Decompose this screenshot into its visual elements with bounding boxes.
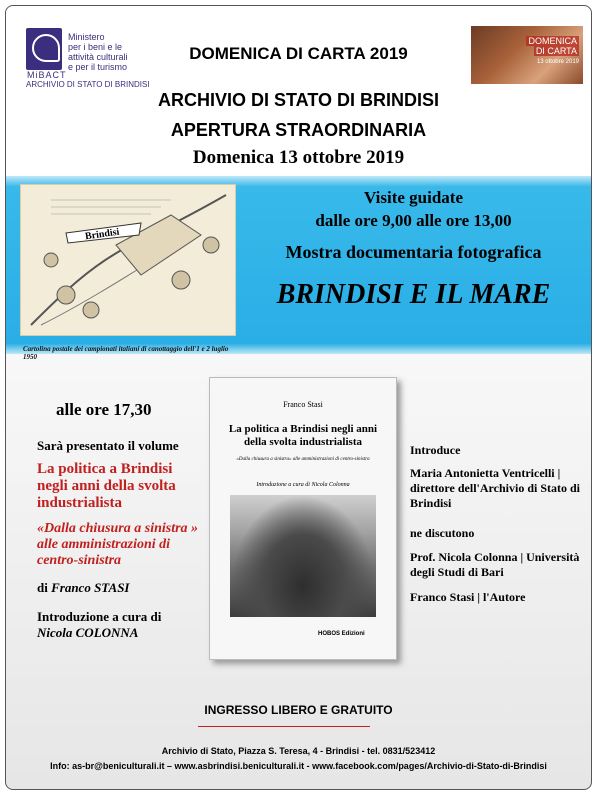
postcard-city-label: Brindisi	[84, 226, 121, 243]
discussant-1: Prof. Nicola Colonna | Università degli Studi di Bari	[410, 550, 580, 579]
introduction-label: Introduzione a cura di	[37, 609, 162, 624]
book-subtitle-line-2: alle amministrazioni di	[37, 537, 171, 552]
logo-label-2: DI CARTA	[535, 46, 577, 56]
cover-photo	[230, 495, 376, 617]
book-subtitle-line-3: centro-sinistra	[37, 553, 122, 568]
exhibition-title: BRINDISI E IL MARE	[276, 279, 551, 310]
info-line: Info: as-br@beniculturali.it – www.asbrindisi.beniculturali.it - www.facebook.com/pages/Archivio-di-Stato-di-Brindisi	[50, 761, 547, 771]
admission-text: INGRESSO LIBERO E GRATUITO	[204, 703, 393, 717]
postcard-map-icon	[21, 185, 235, 335]
footer-divider	[198, 726, 370, 727]
ministry-line-2: per i beni e le	[68, 42, 123, 52]
institution-title: ARCHIVIO DI STATO DI BRINDISI	[157, 90, 439, 110]
introducer: Maria Antonietta Ventricelli | direttore dell'Archivio di Stato di Brindisi	[410, 466, 580, 510]
book-subtitle	[37, 521, 227, 569]
book-title-line-1: La politica a Brindisi	[37, 461, 173, 477]
cover-title	[210, 423, 396, 449]
presentation-intro: Sarà presentato il volume	[37, 438, 179, 453]
mibact-acronym: MiBACT	[27, 70, 67, 80]
book-title	[37, 461, 227, 512]
exhibition-band	[6, 176, 591, 361]
address-line: Archivio di Stato, Piazza S. Teresa, 4 - Brindisi - tel. 0831/523412	[161, 746, 436, 756]
book-subtitle-line-1: «Dalla chiusura a sinistra »	[37, 521, 199, 536]
cover-author: Franco Stasi	[283, 400, 323, 409]
book-author	[37, 580, 130, 596]
book-cover	[209, 377, 397, 660]
book-title-line-3: industrialista	[37, 495, 123, 511]
cover-title-line-1: La politica a Brindisi negli anni	[228, 423, 378, 435]
event-date: Domenica 13 ottobre 2019	[192, 147, 405, 168]
discussant-2: Franco Stasi | l'Autore	[410, 590, 526, 604]
cover-title-line-2: della svolta industrialista	[244, 436, 362, 448]
cover-subtitle: «Dalla chiusura a sinistra» alle amministrazioni di centro-sinistra	[236, 457, 370, 462]
exhibition-label: Mostra documentaria fotografica	[285, 242, 542, 262]
cover-introduction: Introduzione a cura di Nicola Colonna	[256, 482, 350, 488]
postcard-caption: Cartolina postale dei campionati italiani di canottaggio dell'1 e 2 luglio 1950	[23, 345, 229, 361]
guided-visits: Visite guidate	[363, 188, 463, 207]
ministry-line-4: e per il turismo	[68, 62, 128, 72]
book-title-line-2: negli anni della svolta	[37, 478, 176, 494]
introduce-label: Introduce	[410, 443, 461, 457]
archive-logo-label: ARCHIVIO DI STATO DI BRINDISI	[26, 80, 150, 89]
logo-date: 13 ottobre 2019	[536, 59, 579, 65]
author-name: Franco STASI	[51, 580, 130, 595]
ministry-line-1: Ministero	[68, 32, 105, 42]
visit-hours: dalle ore 9,00 alle ore 13,00	[315, 211, 512, 230]
event-title: DOMENICA DI CARTA 2019	[189, 44, 408, 63]
author-prefix: di	[37, 580, 52, 595]
ministry-line-3: attività culturali	[68, 52, 128, 62]
publisher-logo: HOBOS Edizioni	[318, 631, 365, 637]
discuss-label: ne discutono	[410, 526, 475, 540]
poster	[5, 5, 592, 790]
presentation-time: alle ore 17,30	[56, 400, 152, 419]
logo-label-1: DOMENICA	[528, 36, 577, 46]
introduction-name: Nicola COLONNA	[37, 625, 139, 640]
opening-title: APERTURA STRAORDINARIA	[170, 120, 427, 140]
postcard-image	[20, 184, 236, 361]
